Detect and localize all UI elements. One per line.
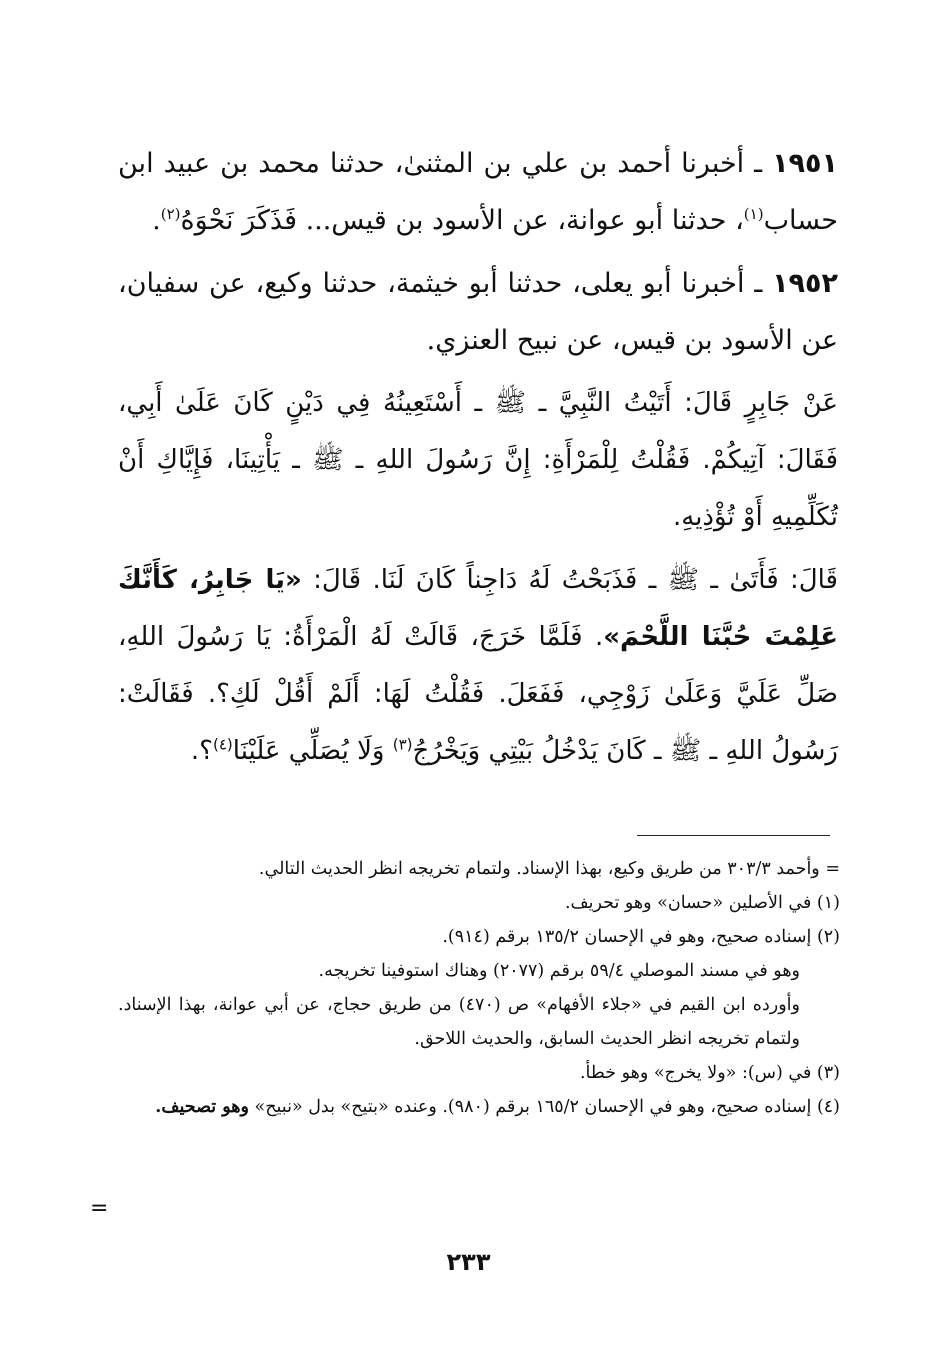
hadith-matn-1 <box>118 375 838 546</box>
hadith-text: قَالَ: فَأَتَىٰ ـ ﷺ ـ فَذَبَحْتُ لَهُ دَاجِناً كَانَ لَنَا. قَالَ: <box>301 565 838 595</box>
continuation-mark: = <box>90 1196 109 1221</box>
footnote-ref: (٢) <box>160 205 181 223</box>
hadith-text: ـ أخبرنا أحمد بن علي بن المثنىٰ، حدثنا محمد بن عبيد ابن حساب <box>118 148 838 236</box>
footnote-2-cont: وهو في مسند الموصلي ٥٩/٤ برقم (٢٠٧٧) وهناك استوفينا تخريجه. <box>318 961 800 981</box>
footnote-divider <box>637 835 830 836</box>
hadith-number: ١٩٥١ <box>772 148 838 179</box>
main-text <box>118 135 838 780</box>
footnote-4 <box>118 1090 840 1124</box>
footnote-continuation: = وأحمد ٣٠٣/٣ من طريق وكيع، بهذا الإسناد. ولتمام تخريجه انظر الحديث التالي. <box>258 859 840 879</box>
hadith-1952 <box>118 255 838 369</box>
footnote-ref: (١) <box>743 205 764 223</box>
footnote-2: (٢) إسناده صحيح، وهو في الإحسان ١٣٥/٢ برقم (٩١٤). <box>442 927 840 947</box>
hadith-text: . فَلَمَّا خَرَجَ، قَالَتْ لَهُ الْمَرْأَةُ: يَا رَسُولَ اللهِ، صَلِّ عَلَيَّ وَعَلَىٰ زَوْجِي، فَفَعَلَ. فَقُلْتُ لَهَا: أَلَمْ أَقُلْ لَكِ؟. فَقَالَتْ: رَسُولُ اللهِ ـ ﷺ ـ كَانَ يَدْخُلُ بَيْتِي وَيَخْرُجُ <box>118 622 838 766</box>
hadith-text: عَنْ جَابِرٍ قَالَ: أَتَيْتُ النَّبِيَّ ـ ﷺ ـ أَسْتَعِينُهُ فِي دَيْنٍ كَانَ عَلَىٰ أَبِي، فَقَالَ: آتِيكُمْ. فَقُلْتُ لِلْمَرْأَةِ: إِنَّ رَسُولَ اللهِ ـ ﷺ ـ يَأْتِينَا، فَإِيَّاكِ أَنْ تُكَلِّمِيهِ أَوْ تُؤْذِيهِ. <box>118 388 838 532</box>
hadith-text: ـ أخبرنا أبو يعلى، حدثنا أبو خيثمة، حدثنا وكيع، عن سفيان، عن الأسود بن قيس، عن نبيح العنزي. <box>118 268 838 356</box>
hadith-number: ١٩٥٢ <box>772 268 838 299</box>
footnote-ref: (٤) <box>212 735 233 754</box>
footnote-3: (٣) في (س): «ولا يخرج» وهو خطأ. <box>579 1063 840 1083</box>
footnote-ref: (٣) <box>392 735 413 754</box>
hadith-matn-2 <box>118 552 838 780</box>
hadith-text: ، حدثنا أبو عوانة، عن الأسود بن قيس... فَذَكَرَ نَحْوَهُ <box>180 205 744 236</box>
page-number: ٢٣٣ <box>446 1248 491 1276</box>
prophetic-quote: «يَا جَابِرُ، كَأَنَّكَ عَلِمْتَ حُبَّنَا اللَّحْمَ» <box>118 565 838 652</box>
footnote-text: (٤) إسناده صحيح، وهو في الإحسان ١٦٥/٢ برقم (٩٨٠). وعنده «بتيح» بدل «نبيح» <box>254 1097 840 1117</box>
footnote-text-bold: وهو تصحيف. <box>155 1097 249 1117</box>
footnotes <box>118 852 840 1124</box>
hadith-text: . <box>152 205 161 236</box>
hadith-text: وَلَا يُصَلِّي عَلَيْنَا <box>232 736 393 766</box>
footnote-2-cont: وأورده ابن القيم في «جلاء الأفهام» ص (٤٧٠) من طريق حجاج، عن أبي عوانة، بهذا الإسناد. ولتمام تخريجه انظر الحديث السابق، والحديث اللاحق. <box>118 995 800 1049</box>
hadith-1951 <box>118 135 838 249</box>
hadith-text: ؟. <box>190 736 213 766</box>
footnote-1: (١) في الأصلين «حسان» وهو تحريف. <box>564 893 840 913</box>
